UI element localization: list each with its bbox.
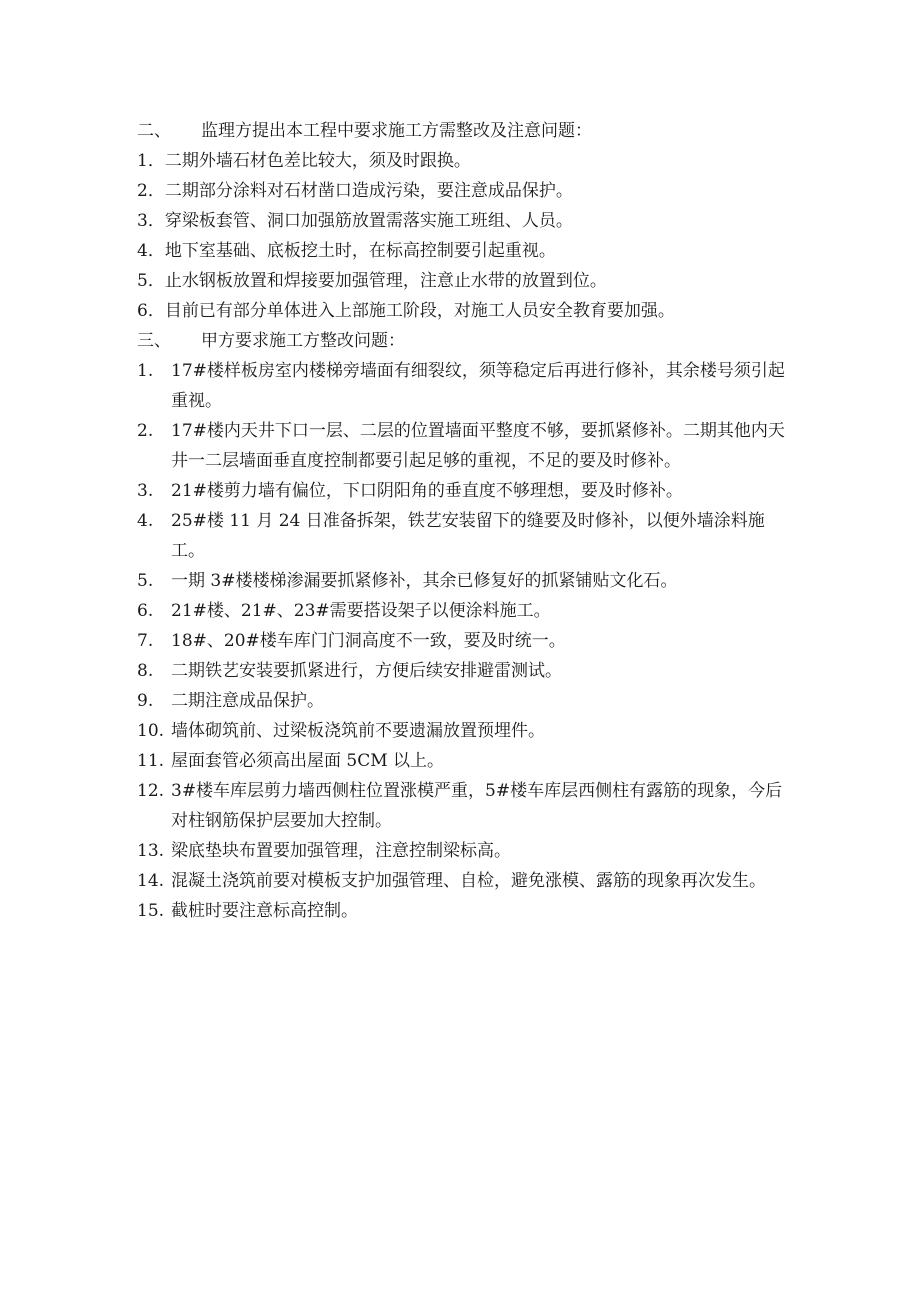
section-three-heading: [137, 326, 797, 356]
list-item-number: 13.: [137, 841, 165, 861]
section-three-title: 甲方要求施工方整改问题：: [201, 331, 405, 351]
list-item-text: 二期铁艺安装要抓紧进行，方便后续安排避雷测试。: [171, 661, 562, 681]
list-item-number: 8.: [137, 661, 154, 681]
list-item-number: 11.: [137, 751, 165, 771]
list-item: [137, 716, 797, 746]
list-item-text: 墙体砌筑前、过梁板浇筑前不要遗漏放置预埋件。: [171, 721, 545, 741]
list-item-number: 6.: [137, 601, 154, 621]
list-item-text: 截桩时要注意标高控制。: [171, 901, 358, 921]
list-item: [137, 296, 797, 326]
list-item-number: 15.: [137, 901, 165, 921]
list-item-text: 18#、20#楼车库门门洞高度不一致，要及时统一。: [171, 631, 566, 651]
list-item-number: 12.: [137, 781, 165, 801]
list-item: [137, 266, 797, 296]
list-item: [137, 686, 797, 716]
list-item-number: 2.: [137, 421, 154, 441]
list-item-number: 6．: [137, 301, 165, 321]
list-item-number: 4．: [137, 241, 165, 261]
list-item-number: 10.: [137, 721, 165, 741]
list-item: [137, 896, 797, 926]
list-item-text: 二期注意成品保护。: [171, 691, 324, 711]
list-item: [137, 836, 797, 866]
section-two-title: 监理方提出本工程中要求施工方需整改及注意问题：: [201, 121, 592, 141]
list-item-number: 5．: [137, 271, 165, 291]
list-item: [137, 146, 797, 176]
list-item: [137, 656, 797, 686]
list-item-text: 混凝土浇筑前要对模板支护加强管理、自检，避免涨模、露筋的现象再次发生。: [171, 871, 766, 891]
list-item-text: 21#楼剪力墙有偏位，下口阴阳角的垂直度不够理想，要及时修补。: [171, 481, 683, 501]
list-item-number: 1．: [137, 151, 165, 171]
list-item: [137, 176, 797, 206]
list-item-number: 4.: [137, 511, 154, 531]
list-item-text: 止水钢板放置和焊接要加强管理，注意止水带的放置到位。: [164, 271, 607, 291]
list-item-number: 5.: [137, 571, 154, 591]
list-item-number: 2．: [137, 181, 165, 201]
list-item: [137, 206, 797, 236]
list-item: [137, 476, 797, 506]
list-item-number: 3.: [137, 481, 154, 501]
list-item: [137, 626, 797, 656]
list-item-text: 17#楼样板房室内楼梯旁墙面有细裂纹，须等稳定后再进行修补，其余楼号须引起重视。: [171, 361, 785, 411]
list-item-number: 9.: [137, 691, 154, 711]
list-item: [137, 866, 797, 896]
list-item-text: 梁底垫块布置要加强管理，注意控制梁标高。: [171, 841, 511, 861]
list-item-text: 地下室基础、底板挖土时，在标高控制要引起重视。: [164, 241, 556, 261]
list-item-number: 14.: [137, 871, 165, 891]
section-three-number: 三、: [137, 331, 171, 351]
list-item: [137, 566, 797, 596]
list-item-number: 3．: [137, 211, 165, 231]
list-item-text: 二期部分涂料对石材凿口造成污染，要注意成品保护。: [164, 181, 573, 201]
list-item-text: 一期 3#楼楼梯渗漏要抓紧修补，其余已修复好的抓紧铺贴文化石。: [171, 571, 678, 591]
list-item-number: 1.: [137, 361, 154, 381]
list-item-text: 25#楼 11 月 24 日准备拆架，铁艺安装留下的缝要及时修补，以便外墙涂料施工。: [171, 511, 765, 561]
list-item-text: 目前已有部分单体进入上部施工阶段，对施工人员安全教育要加强。: [164, 301, 675, 321]
list-item-text: 21#楼、21#、23#需要搭设架子以便涂料施工。: [171, 601, 551, 621]
list-item-text: 3#楼车库层剪力墙西侧柱位置涨模严重，5#楼车库层西侧柱有露筋的现象，今后对柱钢筋保护层要加大控制。: [171, 781, 783, 831]
section-two-number: 二、: [137, 121, 171, 141]
list-item-text: 屋面套管必须高出屋面 5CM 以上。: [171, 751, 445, 771]
list-item: [137, 416, 797, 476]
list-item-number: 7.: [137, 631, 154, 651]
list-item: [137, 776, 797, 836]
list-item: [137, 356, 797, 416]
list-item-text: 穿梁板套管、洞口加强筋放置需落实施工班组、人员。: [164, 211, 573, 231]
list-item: [137, 506, 797, 566]
list-item-text: 17#楼内天井下口一层、二层的位置墙面平整度不够，要抓紧修补。二期其他内天井一二层墙面垂直度控制都要引起足够的重视，不足的要及时修补。: [171, 421, 785, 471]
list-item-text: 二期外墙石材色差比较大，须及时跟换。: [164, 151, 471, 171]
section-two-heading: [137, 116, 797, 146]
list-item: [137, 596, 797, 626]
document-content: [137, 116, 797, 926]
list-item: [137, 746, 797, 776]
list-item: [137, 236, 797, 266]
